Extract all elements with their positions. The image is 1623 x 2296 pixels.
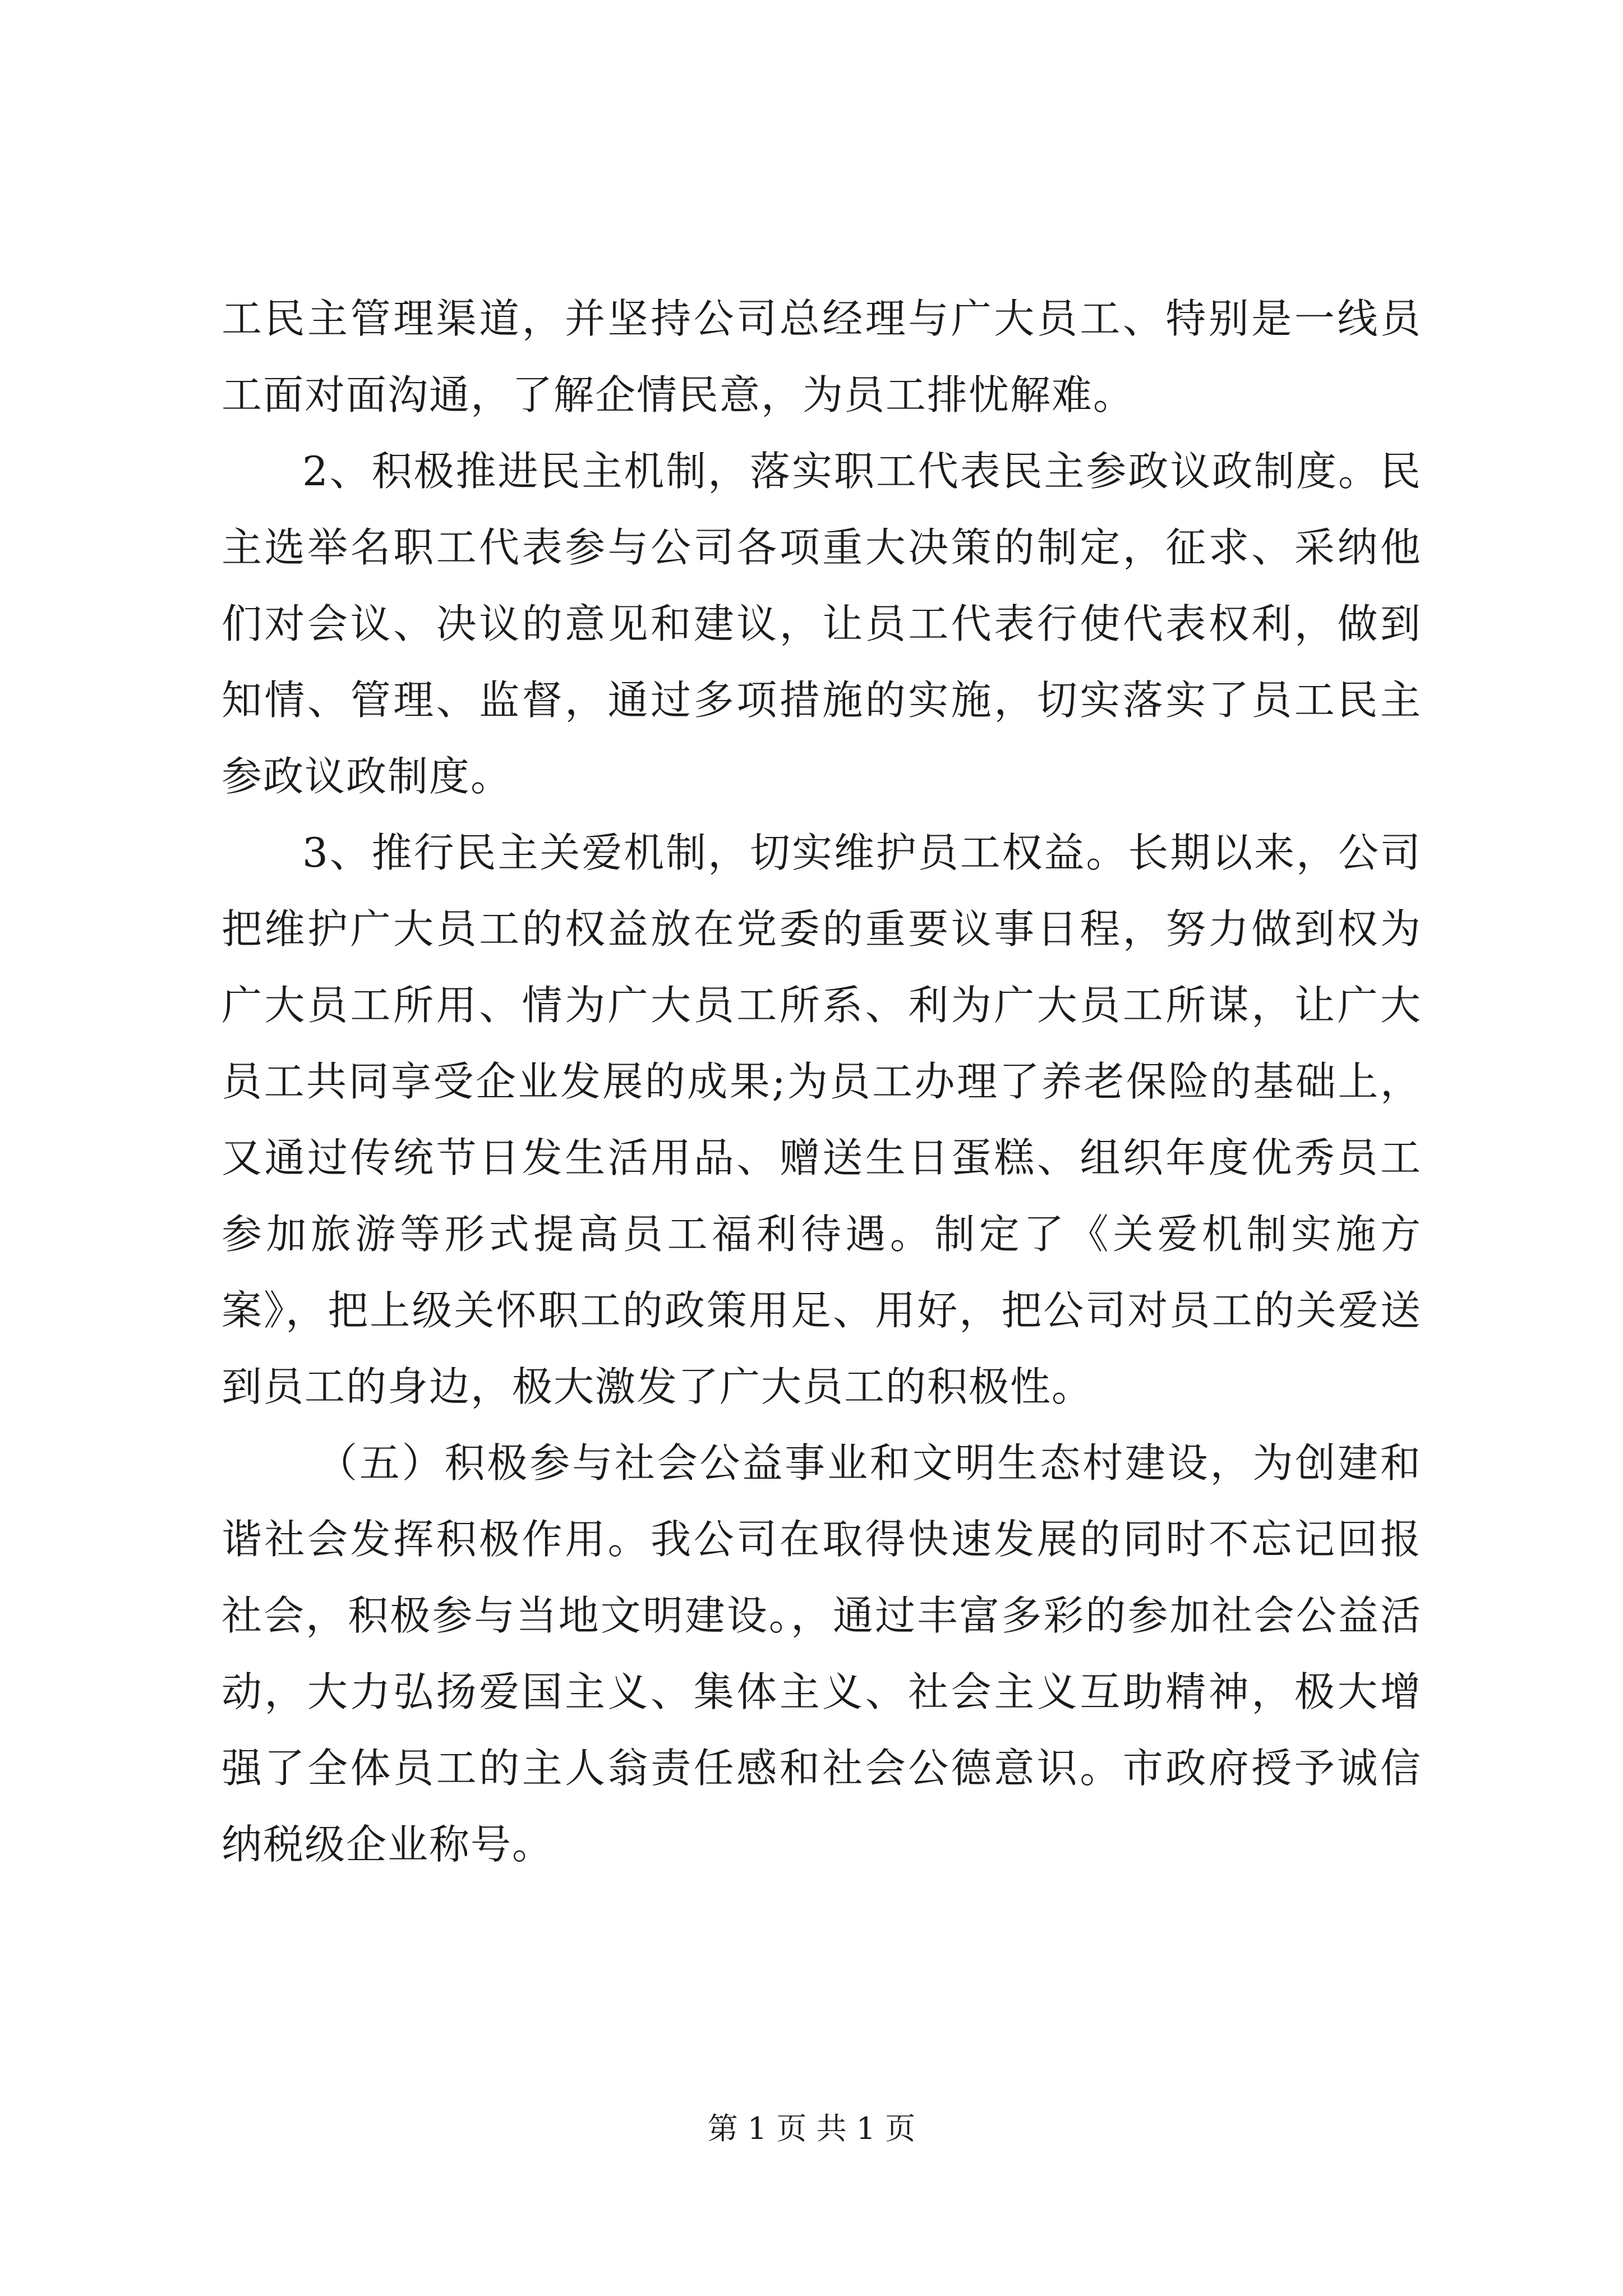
paragraph-public-welfare: （五）积极参与社会公益事业和文明生态村建设，为创建和谐社会发挥积极作用。我公司在取得快速发展的同时不忘记回报社会，积极参与当地文明建设。，通过丰富多彩的参加社会公益活动，大力弘扬爱国主义、集体主义、社会主义互助精神，极大增强了全体员工的主人翁责任感和社会公德意识。市政府授予诚信纳税级企业称号。: [222, 1439, 1422, 1868]
document-body: [222, 280, 1422, 1883]
paragraph-continuation: 工民主管理渠道，并坚持公司总经理与广大员工、特别是一线员工面对面沟通，了解企情民意，为员工排忧解难。: [222, 295, 1422, 418]
paragraph-democratic-mechanism: 2、积极推进民主机制，落实职工代表民主参政议政制度。民主选举名职工代表参与公司各项重大决策的制定，征求、采纳他们对会议、决议的意见和建议，让员工代表行使代表权利，做到知情、管理、监督，通过多项措施的实施，切实落实了员工民主参政议政制度。: [222, 448, 1422, 800]
paragraph-care-mechanism: 3、推行民主关爱机制，切实维护员工权益。长期以来，公司把维护广大员工的权益放在党委的重要议事日程，努力做到权为广大员工所用、情为广大员工所系、利为广大员工所谋，让广大员工共同享受企业发展的成果;为员工办理了养老保险的基础上，又通过传统节日发生活用品、赠送生日蛋糕、组织年度优秀员工参加旅游等形式提高员工福利待遇。制定了《关爱机制实施方案》，把上级关怀职工的政策用足、用好，把公司对员工的关爱送到员工的身边，极大激发了广大员工的积极性。: [222, 829, 1422, 1410]
page-footer: 第 1 页 共 1 页: [707, 2111, 916, 2146]
